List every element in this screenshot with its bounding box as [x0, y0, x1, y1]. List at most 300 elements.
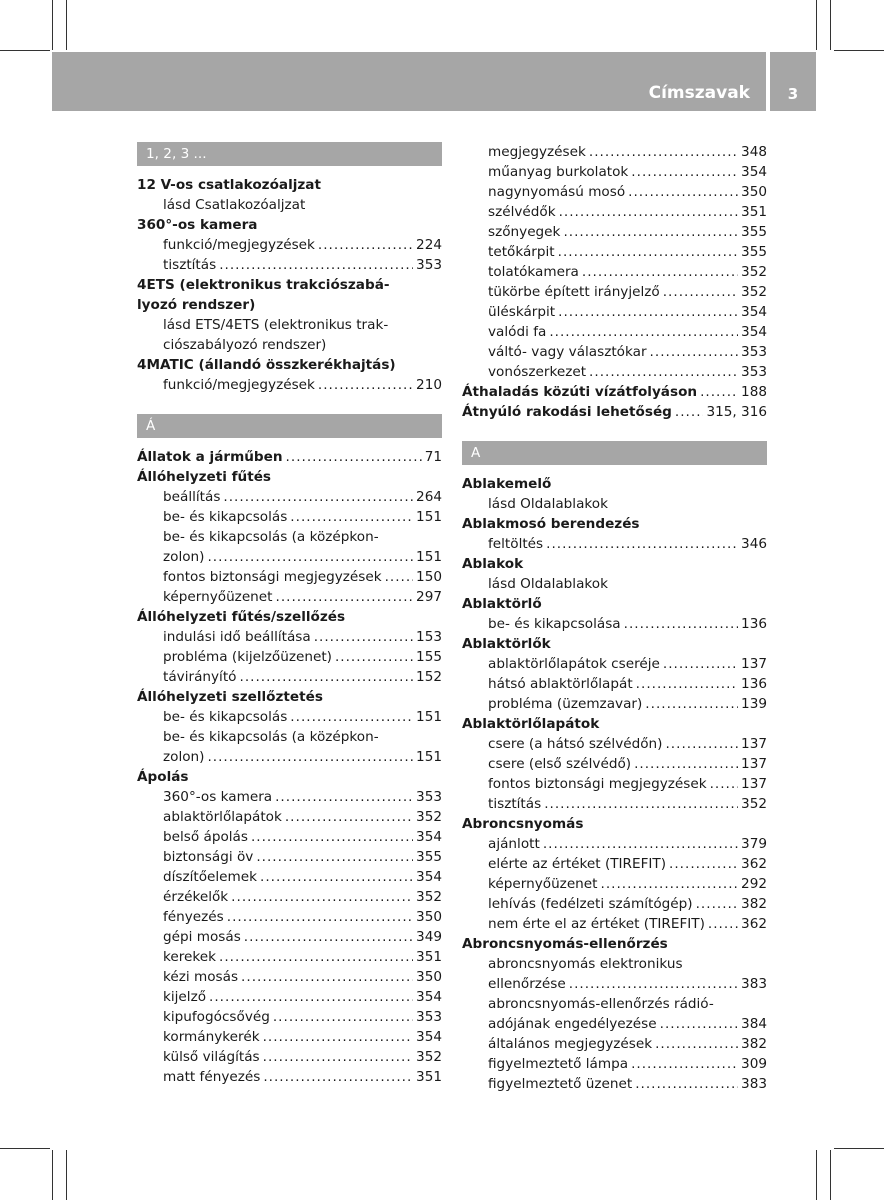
page-reference: 350: [741, 184, 767, 200]
page-reference: 136: [741, 676, 767, 692]
index-entry: [137, 1047, 442, 1067]
page-reference: 351: [416, 949, 442, 965]
leader-dots: [601, 874, 739, 894]
index-entry: [462, 222, 767, 242]
page-reference: 137: [741, 776, 767, 792]
page-reference: 297: [416, 589, 442, 605]
entry-label: műanyag burkolatok: [488, 164, 629, 180]
page-number: 3: [787, 85, 799, 103]
leader-dots: [240, 667, 414, 687]
entry-label: figyelmeztető lámpa: [488, 1056, 629, 1072]
leader-dots: [227, 907, 413, 927]
section-spacer: [137, 395, 442, 408]
index-entry: [137, 1027, 442, 1047]
entry-label: nagynyomású mosó: [488, 184, 626, 200]
leader-dots: [631, 1054, 738, 1074]
leader-dots: [559, 202, 738, 222]
page-reference: 354: [416, 869, 442, 885]
entry-label: tetőkárpit: [488, 244, 555, 260]
entry-label: Ápolás: [137, 769, 189, 785]
entry-label: szőnyegek: [488, 224, 561, 240]
entry-label: valódi fa: [488, 324, 547, 340]
index-entry: [137, 1007, 442, 1027]
entry-label: ablaktörlőlapátok cseréje: [488, 656, 660, 672]
entry-label: képernyőüzenet: [163, 589, 273, 605]
index-entry: [462, 974, 767, 994]
entry-label: probléma (üzemzavar): [488, 696, 643, 712]
entry-label: 360°-os kamera: [163, 789, 273, 805]
index-heading: [462, 714, 767, 734]
page-reference: 384: [741, 1016, 767, 1032]
index-entry: [137, 547, 442, 567]
index-heading: [462, 382, 767, 402]
entry-label: általános megjegyzések: [488, 1036, 653, 1052]
page-reference: 292: [741, 876, 767, 892]
index-entry: [462, 874, 767, 894]
crop-mark: [816, 1150, 817, 1200]
leader-dots: [650, 342, 739, 362]
index-entry: [462, 534, 767, 554]
page-reference: 362: [741, 916, 767, 932]
leader-dots: [549, 322, 738, 342]
leader-dots: [251, 827, 413, 847]
page-reference: 354: [416, 989, 442, 1005]
crop-mark: [66, 1150, 67, 1200]
entry-label: Áthaladás közúti vízátfolyáson: [462, 384, 698, 400]
index-heading: [462, 402, 767, 422]
leader-dots: [223, 487, 413, 507]
page-reference: 352: [416, 809, 442, 825]
index-heading: [137, 467, 442, 487]
leader-dots: [385, 567, 413, 587]
index-entry: [462, 342, 767, 362]
index-entry: [137, 867, 442, 887]
index-entry: [137, 587, 442, 607]
index-heading: [462, 474, 767, 494]
page-number-box: [770, 52, 816, 111]
leader-dots: [660, 1014, 738, 1034]
leader-dots: [663, 654, 738, 674]
leader-dots: [635, 1074, 738, 1094]
index-entry: [137, 707, 442, 727]
page-reference: 151: [416, 549, 442, 565]
index-entry: [137, 727, 442, 747]
index-entry: [137, 627, 442, 647]
entry-label: figyelmeztető üzenet: [488, 1076, 633, 1092]
entry-label: Abroncsnyomás: [462, 816, 584, 832]
leader-dots: [244, 927, 413, 947]
index-heading: [462, 594, 767, 614]
entry-label: kijelző: [163, 989, 207, 1005]
leader-dots: [275, 787, 413, 807]
crop-mark: [830, 1150, 831, 1200]
section-heading: 1, 2, 3 ...: [137, 142, 442, 166]
entry-label: képernyőüzenet: [488, 876, 598, 892]
page-reference: 383: [741, 976, 767, 992]
page-reference: 188: [741, 384, 767, 400]
entry-label: Ablakemelő: [462, 476, 552, 492]
index-entry: [462, 302, 767, 322]
index-column-left: [137, 142, 442, 1087]
leader-dots: [655, 1034, 738, 1054]
index-heading: [137, 687, 442, 707]
index-heading: [137, 175, 442, 195]
index-entry: [462, 994, 767, 1014]
page-reference: 355: [416, 849, 442, 865]
leader-dots: [260, 867, 413, 887]
index-heading: [462, 634, 767, 654]
entry-label: be- és kikapcsolás: [163, 509, 288, 525]
entry-label: lehívás (fedélzeti számítógép): [488, 896, 693, 912]
entry-label: tükörbe épített irányjelző: [488, 284, 660, 300]
leader-dots: [710, 774, 738, 794]
index-entry: [137, 967, 442, 987]
index-entry: [462, 574, 767, 594]
page-reference: 151: [416, 749, 442, 765]
index-entry: [462, 694, 767, 714]
page-reference: 137: [741, 656, 767, 672]
page-reference: 151: [416, 509, 442, 525]
leader-dots: [546, 534, 738, 554]
index-entry: [137, 927, 442, 947]
leader-dots: [645, 694, 738, 714]
entry-label: beállítás: [163, 489, 221, 505]
entry-label: be- és kikapcsolás (a középkon-: [163, 729, 379, 745]
index-entry: [137, 527, 442, 547]
index-entry: [137, 375, 442, 395]
entry-label: díszítőelemek: [163, 869, 258, 885]
entry-label: feltöltés: [488, 536, 544, 552]
entry-label: 12 V-os csatlakozóaljzat: [137, 177, 321, 193]
index-heading: [462, 934, 767, 954]
leader-dots: [241, 967, 413, 987]
leader-dots: [290, 707, 413, 727]
leader-dots: [696, 894, 738, 914]
index-entry: [462, 894, 767, 914]
index-entry: [462, 494, 767, 514]
page-reference: 354: [741, 324, 767, 340]
leader-dots: [543, 834, 738, 854]
section-heading: A: [462, 441, 767, 465]
page-reference: 349: [416, 929, 442, 945]
leader-dots: [219, 255, 413, 275]
page-reference: 151: [416, 709, 442, 725]
index-entry: [462, 1054, 767, 1074]
crop-mark: [830, 0, 831, 50]
page-reference: 152: [416, 669, 442, 685]
index-entry: [462, 362, 767, 382]
entry-label: matt fényezés: [163, 1069, 261, 1085]
index-entry: [137, 315, 442, 335]
crop-mark: [52, 1150, 53, 1200]
index-entry: [137, 567, 442, 587]
entry-label: belső ápolás: [163, 829, 248, 845]
entry-label: be- és kikapcsolás (a középkon-: [163, 529, 379, 545]
entry-label: nem érte el az értéket (TIREFIT): [488, 916, 705, 932]
index-entry: [462, 1014, 767, 1034]
leader-dots: [634, 754, 738, 774]
index-entry: [137, 947, 442, 967]
section-heading: Á: [137, 414, 442, 438]
entry-label: üléskárpit: [488, 304, 556, 320]
entry-label: csere (a hátsó szélvédőn): [488, 736, 663, 752]
entry-label: lásd Oldalablakok: [488, 496, 608, 512]
entry-label: Átnyúló rakodási lehetőség: [462, 404, 672, 420]
page-reference: 354: [741, 304, 767, 320]
entry-label: Ablaktörlők: [462, 636, 551, 652]
index-entry: [462, 854, 767, 874]
entry-label: Abroncsnyomás-ellenőrzés: [462, 936, 668, 952]
entry-label: abroncsnyomás elektronikus: [488, 956, 683, 972]
leader-dots: [589, 362, 738, 382]
entry-label: kormánykerék: [163, 1029, 260, 1045]
entry-label: 4ETS (elektronikus trakciószabá-: [137, 277, 390, 293]
index-entry: [462, 914, 767, 934]
index-entry: [137, 255, 442, 275]
leader-dots: [263, 1047, 413, 1067]
page-reference: 155: [416, 649, 442, 665]
entry-label: ablaktörlőlapátok: [163, 809, 282, 825]
page-title: Címszavak: [648, 83, 750, 103]
entry-label: ajánlott: [488, 836, 540, 852]
leader-dots: [314, 627, 413, 647]
leader-dots: [219, 947, 413, 967]
index-entry: [137, 507, 442, 527]
page-reference: 352: [741, 796, 767, 812]
page-reference: 354: [416, 1029, 442, 1045]
index-entry: [137, 647, 442, 667]
entry-label: külső világítás: [163, 1049, 260, 1065]
crop-mark: [816, 0, 817, 50]
page-reference: 355: [741, 224, 767, 240]
index-heading: [137, 355, 442, 375]
index-entry: [137, 667, 442, 687]
index-entry: [137, 907, 442, 927]
index-entry: [462, 282, 767, 302]
entry-label: lásd ETS/4ETS (elektronikus trak-: [163, 317, 389, 333]
leader-dots: [318, 235, 413, 255]
leader-dots: [663, 282, 738, 302]
entry-label: kerekek: [163, 949, 217, 965]
leader-dots: [207, 747, 413, 767]
page-reference: 379: [741, 836, 767, 852]
entry-label: zolon): [163, 749, 205, 765]
page-reference: 353: [416, 257, 442, 273]
crop-mark: [66, 0, 67, 50]
entry-label: Állóhelyzeti fűtés: [137, 469, 272, 485]
index-heading: [462, 554, 767, 574]
page-reference: 351: [741, 204, 767, 220]
leader-dots: [636, 674, 738, 694]
page-reference: 354: [741, 164, 767, 180]
page-reference: 353: [741, 364, 767, 380]
entry-label: adójának engedélyezése: [488, 1016, 657, 1032]
leader-dots: [631, 162, 738, 182]
entry-label: gépi mosás: [163, 929, 241, 945]
page-reference: 136: [741, 616, 767, 632]
index-entry: [137, 887, 442, 907]
leader-dots: [285, 807, 413, 827]
index-heading: [137, 447, 442, 467]
page-reference: 350: [416, 969, 442, 985]
page-reference: 382: [741, 1036, 767, 1052]
page-reference: 362: [741, 856, 767, 872]
leader-dots: [286, 447, 422, 467]
leader-dots: [628, 182, 738, 202]
entry-label: 4MATIC (állandó összkerékhajtás): [137, 357, 396, 373]
entry-label: Állóhelyzeti szellőztetés: [137, 689, 323, 705]
entry-label: fényezés: [163, 909, 224, 925]
page-reference: 150: [416, 569, 442, 585]
entry-label: Ablaktörlőlapátok: [462, 716, 600, 732]
entry-label: Állóhelyzeti fűtés/szellőzés: [137, 609, 346, 625]
page-header: [52, 52, 766, 111]
entry-label: 360°-os kamera: [137, 217, 258, 233]
entry-label: Ablaktörlő: [462, 596, 542, 612]
index-entry: [462, 242, 767, 262]
crop-mark: [834, 50, 884, 51]
page-reference: 264: [416, 489, 442, 505]
leader-dots: [318, 375, 413, 395]
page-reference: 137: [741, 736, 767, 752]
leader-dots: [256, 847, 413, 867]
page-reference: 352: [416, 889, 442, 905]
entry-label: probléma (kijelzőüzenet): [163, 649, 332, 665]
leader-dots: [209, 987, 413, 1007]
page-reference: 355: [741, 244, 767, 260]
index-entry: [462, 734, 767, 754]
entry-label: Állatok a járműben: [137, 449, 283, 465]
entry-label: fontos biztonsági megjegyzések: [488, 776, 707, 792]
leader-dots: [669, 854, 738, 874]
leader-dots: [582, 262, 738, 282]
section-spacer: [462, 422, 767, 435]
index-heading: [137, 295, 442, 315]
index-entry: [137, 827, 442, 847]
index-column-right: [462, 142, 767, 1094]
index-heading: [462, 514, 767, 534]
page-reference: 351: [416, 1069, 442, 1085]
index-entry: [462, 202, 767, 222]
page-reference: 352: [741, 284, 767, 300]
leader-dots: [276, 587, 414, 607]
index-entry: [137, 335, 442, 355]
page-reference: 346: [741, 536, 767, 552]
index-entry: [137, 807, 442, 827]
entry-label: funkció/megjegyzések: [163, 377, 315, 393]
entry-label: lásd Oldalablakok: [488, 576, 608, 592]
entry-label: váltó- vagy választókar: [488, 344, 647, 360]
page-reference: 383: [741, 1076, 767, 1092]
page-reference: 139: [741, 696, 767, 712]
leader-dots: [708, 914, 738, 934]
entry-label: kézi mosás: [163, 969, 239, 985]
index-entry: [137, 487, 442, 507]
leader-dots: [558, 242, 738, 262]
leader-dots: [665, 734, 738, 754]
entry-label: lyozó rendszer): [137, 297, 256, 313]
entry-label: hátsó ablaktörlőlapát: [488, 676, 633, 692]
index-entry: [137, 987, 442, 1007]
leader-dots: [335, 647, 413, 667]
leader-dots: [624, 614, 738, 634]
index-entry: [462, 654, 767, 674]
entry-label: be- és kikapcsolása: [488, 616, 621, 632]
page-reference: 350: [416, 909, 442, 925]
index-entry: [462, 1034, 767, 1054]
index-entry: [462, 794, 767, 814]
entry-label: Ablakok: [462, 556, 524, 572]
entry-label: érzékelők: [163, 889, 229, 905]
index-entry: [137, 787, 442, 807]
index-entry: [462, 262, 767, 282]
page-reference: 353: [741, 344, 767, 360]
index-entry: [137, 1067, 442, 1087]
entry-label: zolon): [163, 549, 205, 565]
leader-dots: [569, 974, 738, 994]
leader-dots: [589, 142, 738, 162]
index-heading: [462, 814, 767, 834]
leader-dots: [675, 402, 704, 422]
index-entry: [137, 747, 442, 767]
index-entry: [462, 754, 767, 774]
page-reference: 309: [741, 1056, 767, 1072]
leader-dots: [263, 1067, 413, 1087]
page-reference: 224: [416, 237, 442, 253]
entry-label: indulási idő beállítása: [163, 629, 311, 645]
entry-label: kipufogócsővég: [163, 1009, 270, 1025]
entry-label: abroncsnyomás-ellenőrzés rádió-: [488, 996, 714, 1012]
crop-mark: [834, 1148, 884, 1149]
entry-label: csere (első szélvédő): [488, 756, 632, 772]
page-reference: 137: [741, 756, 767, 772]
page-reference: 153: [416, 629, 442, 645]
crop-mark: [52, 0, 53, 50]
page-reference: 354: [416, 829, 442, 845]
index-entry: [462, 322, 767, 342]
index-heading: [137, 767, 442, 787]
leader-dots: [263, 1027, 413, 1047]
page-reference: 210: [416, 377, 442, 393]
entry-label: tisztítás: [163, 257, 217, 273]
entry-label: vonószerkezet: [488, 364, 587, 380]
page-reference: 352: [741, 264, 767, 280]
entry-label: távirányító: [163, 669, 237, 685]
entry-label: tisztítás: [488, 796, 542, 812]
page-reference: 382: [741, 896, 767, 912]
entry-label: be- és kikapcsolás: [163, 709, 288, 725]
index-entry: [462, 674, 767, 694]
leader-dots: [207, 547, 413, 567]
index-entry: [462, 162, 767, 182]
entry-label: elérte az értéket (TIREFIT): [488, 856, 667, 872]
index-entry: [462, 142, 767, 162]
leader-dots: [563, 222, 738, 242]
entry-label: ciószabályozó rendszer): [163, 337, 327, 353]
index-entry: [137, 195, 442, 215]
index-entry: [462, 182, 767, 202]
page-reference: 348: [741, 144, 767, 160]
index-entry: [462, 1074, 767, 1094]
entry-label: szélvédők: [488, 204, 556, 220]
leader-dots: [544, 794, 738, 814]
leader-dots: [273, 1007, 413, 1027]
index-entry: [462, 774, 767, 794]
index-heading: [137, 607, 442, 627]
crop-mark: [0, 1148, 50, 1149]
index-entry: [462, 834, 767, 854]
leader-dots: [231, 887, 413, 907]
